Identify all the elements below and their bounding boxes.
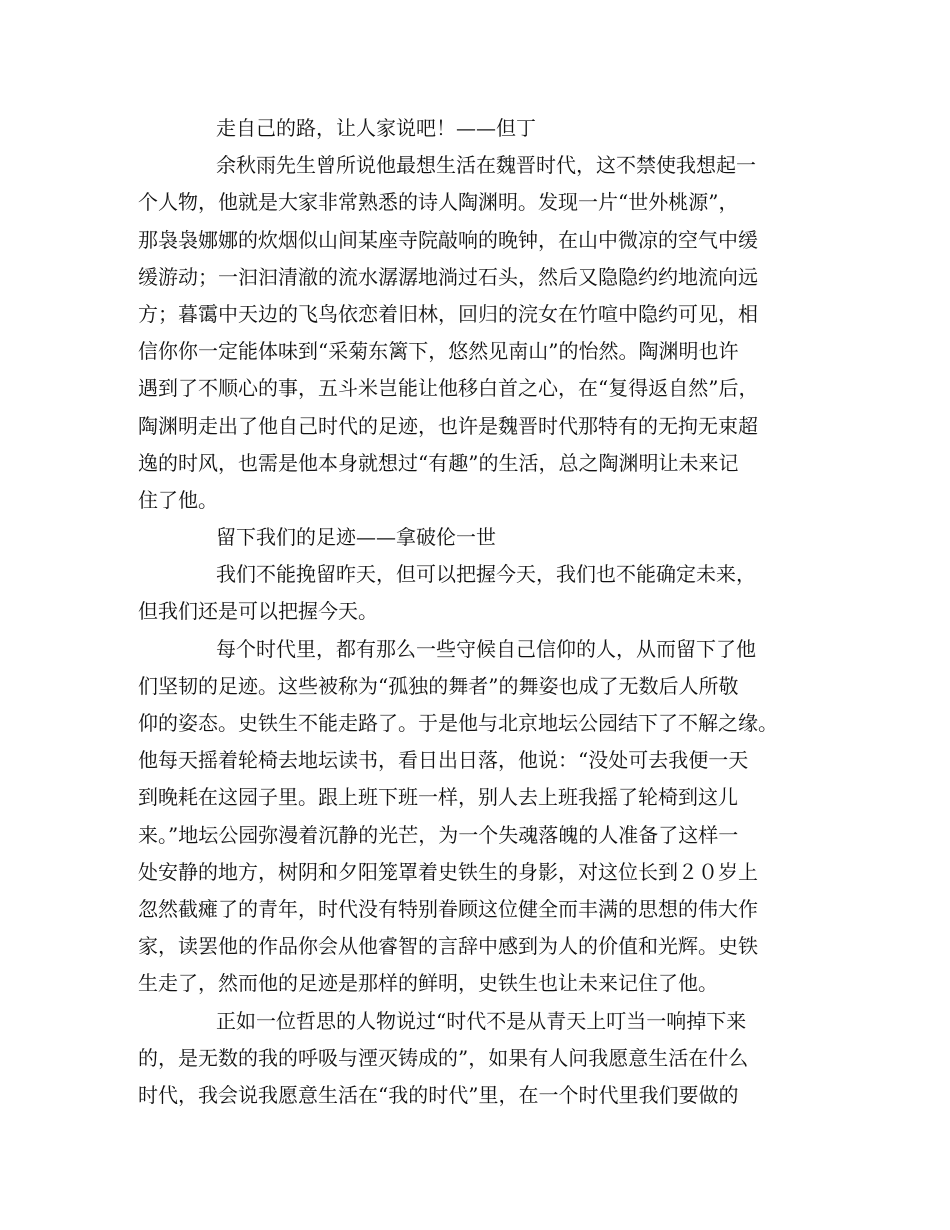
paragraph-first-line: 每个时代里，都有那么一些守候自己信仰的人，从而留下了他	[216, 636, 756, 661]
paragraph-line: 处安静的地方，树阴和夕阳笼罩着史铁生的身影，对这位长到２０岁上	[138, 859, 758, 884]
paragraph-line: 们坚韧的足迹。这些被称为“孤独的舞者”的舞姿也成了无数后人所敬	[138, 673, 739, 698]
paragraph-line: 仰的姿态。史铁生不能走路了。于是他与北京地坛公园结下了不解之缘。	[138, 711, 778, 735]
paragraph-first-line: 我们不能挽留昨天，但可以把握今天，我们也不能确定未来，	[216, 562, 756, 587]
paragraph-line: 他每天摇着轮椅去地坛读书，看日出日落，他说：“没处可去我便一天	[138, 748, 749, 773]
paragraph-first-line: 留下我们的足迹——拿破伦一世	[216, 525, 496, 550]
paragraph-line: 遇到了不顺心的事，五斗米岂能让他移白首之心，在“复得返自然”后，	[138, 376, 759, 401]
paragraph-line: 忽然截瘫了的青年，时代没有特别眷顾这位健全而丰满的思想的伟大作	[138, 896, 758, 921]
paragraph-first-line: 余秋雨先生曾所说他最想生活在魏晋时代，这不禁使我想起一	[216, 153, 756, 178]
paragraph-line: 个人物，他就是大家非常熟悉的诗人陶渊明。发现一片“世外桃源”，	[138, 190, 739, 215]
paragraph-line: 到晚耗在这园子里。跟上班下班一样，别人去上班我摇了轮椅到这儿	[138, 785, 738, 810]
paragraph-line: 住了他。	[138, 487, 218, 512]
paragraph-line: 逸的时风，也需是他本身就想过“有趣”的生活，总之陶渊明让未来记	[138, 450, 739, 475]
paragraph-line: 的，是无数的我的呼吸与湮灭铸成的”，如果有人问我愿意生活在什么	[138, 1045, 749, 1070]
paragraph-line: 陶渊明走出了他自己时代的足迹，也许是魏晋时代那特有的无拘无束超	[138, 413, 758, 438]
paragraph-first-line: 走自己的路，让人家说吧！——但丁	[216, 116, 536, 140]
paragraph-line: 信你你一定能体味到“采菊东篱下，悠然见南山”的怡然。陶渊明也许	[138, 339, 739, 364]
paragraph-line: 生走了，然而他的足迹是那样的鲜明，史铁生也让未来记住了他。	[138, 971, 718, 996]
document-body	[138, 110, 818, 1114]
paragraph-line: 但我们还是可以把握今天。	[138, 599, 378, 624]
paragraph-line: 缓游动；一汩汩清澈的流水潺潺地淌过石头，然后又隐隐约约地流向远	[138, 264, 758, 289]
paragraph-line: 家，读罢他的作品你会从他睿智的言辞中感到为人的价值和光辉。史铁	[138, 934, 758, 959]
paragraph-line: 那袅袅娜娜的炊烟似山间某座寺院敲响的晚钟，在山中微凉的空气中缓	[138, 227, 758, 252]
paragraph-first-line: 正如一位哲思的人物说过“时代不是从青天上叮当一响掉下来	[216, 1008, 747, 1033]
paragraph-line: 时代，我会说我愿意生活在“我的时代”里，在一个时代里我们要做的	[138, 1082, 739, 1107]
paragraph-line: 来。”地坛公园弥漫着沉静的光芒，为一个失魂落魄的人准备了这样一	[138, 822, 739, 847]
paragraph-line: 方；暮霭中天边的飞鸟依恋着旧林，回归的浣女在竹喧中隐约可见，相	[138, 301, 758, 326]
